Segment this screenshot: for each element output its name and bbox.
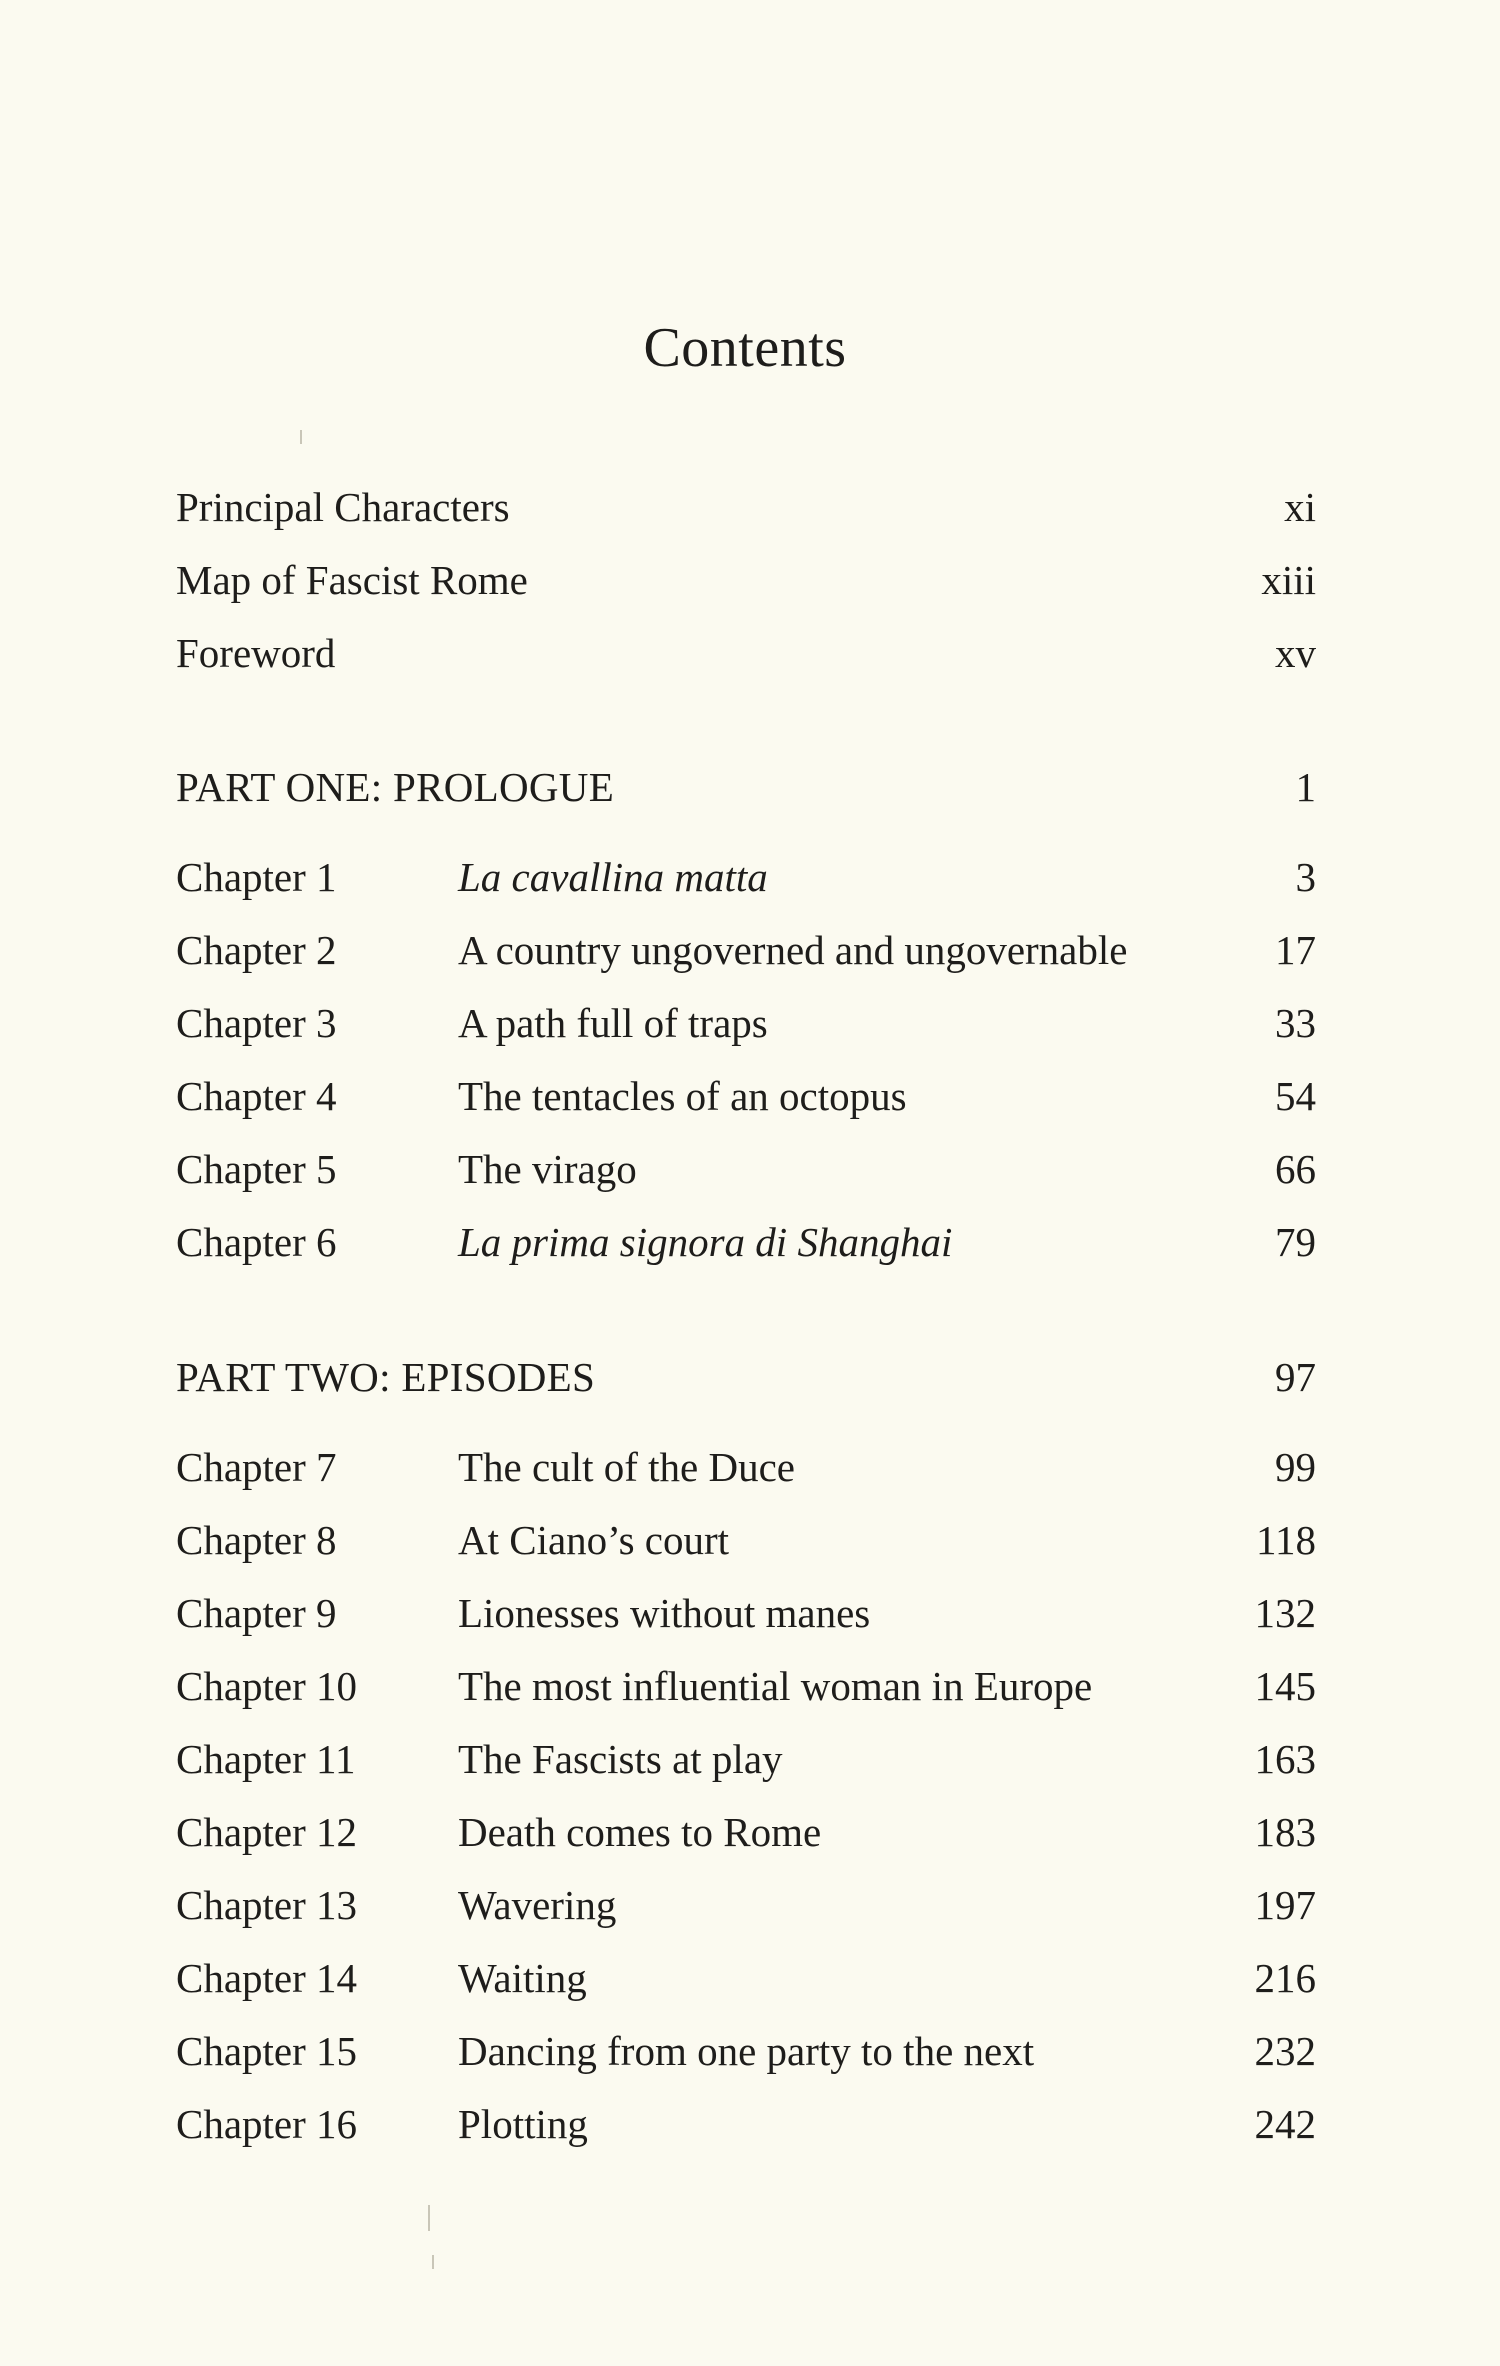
toc-chapter-11[interactable]: [176, 1729, 1316, 1789]
part-page: 97: [1275, 1354, 1316, 1400]
chapter-page: 242: [1254, 2101, 1316, 2147]
chapter-page: 54: [1275, 1073, 1316, 1119]
toc-chapter-2[interactable]: [176, 920, 1316, 980]
chapter-title: The most influential woman in Europe: [458, 1663, 1093, 1709]
chapter-page: 163: [1254, 1736, 1316, 1782]
chapter-number: Chapter 12: [176, 1809, 358, 1855]
chapter-number: Chapter 5: [176, 1146, 337, 1192]
chapter-page: 118: [1256, 1517, 1316, 1563]
chapter-page: 216: [1254, 1955, 1316, 2001]
toc-chapter-7[interactable]: [176, 1437, 1316, 1497]
chapter-number: Chapter 9: [176, 1590, 337, 1636]
toc-entry-map[interactable]: [176, 550, 1316, 610]
chapter-page: 99: [1275, 1444, 1316, 1490]
toc-chapter-15[interactable]: [176, 2021, 1316, 2081]
chapter-title: The cult of the Duce: [458, 1444, 795, 1490]
chapter-page: 33: [1275, 1000, 1316, 1046]
toc-chapter-4[interactable]: [176, 1066, 1316, 1126]
chapter-number: Chapter 2: [176, 927, 337, 973]
chapter-page: 66: [1275, 1146, 1316, 1192]
chapter-page: 183: [1254, 1809, 1316, 1855]
toc-entry-label: Principal Characters: [176, 484, 510, 530]
toc-chapter-5[interactable]: [176, 1139, 1316, 1199]
chapter-page: 197: [1254, 1882, 1316, 1928]
chapter-number: Chapter 10: [176, 1663, 358, 1709]
toc-entry-label: Map of Fascist Rome: [176, 557, 528, 603]
chapter-title: Wavering: [458, 1882, 617, 1928]
chapter-page: 79: [1275, 1219, 1316, 1265]
chapter-number: Chapter 1: [176, 854, 337, 900]
toc-part-two-heading[interactable]: [176, 1347, 1316, 1407]
chapter-number: Chapter 4: [176, 1073, 337, 1119]
chapter-page: 17: [1275, 927, 1316, 973]
toc-entry-page: xi: [1284, 484, 1316, 530]
chapter-title: Lionesses without manes: [458, 1590, 871, 1636]
paper-speck: [428, 2205, 430, 2231]
chapter-title: Death comes to Rome: [458, 1809, 822, 1855]
toc-chapter-8[interactable]: [176, 1510, 1316, 1570]
part-label: PART ONE: PROLOGUE: [176, 764, 615, 810]
chapter-number: Chapter 11: [176, 1736, 356, 1782]
toc-chapter-13[interactable]: [176, 1875, 1316, 1935]
chapter-number: Chapter 7: [176, 1444, 337, 1490]
chapter-title: Dancing from one party to the next: [458, 2028, 1035, 2074]
paper-speck: [432, 2255, 434, 2269]
toc-entry-principal-characters[interactable]: [176, 477, 1316, 537]
chapter-title: The virago: [458, 1146, 637, 1192]
toc-chapter-16[interactable]: [176, 2094, 1316, 2154]
chapter-page: 3: [1295, 854, 1316, 900]
chapter-number: Chapter 3: [176, 1000, 337, 1046]
toc-chapter-9[interactable]: [176, 1583, 1316, 1643]
chapter-title: At Ciano’s court: [458, 1517, 730, 1563]
toc-chapter-3[interactable]: [176, 993, 1316, 1053]
toc-chapter-1[interactable]: [176, 847, 1316, 907]
chapter-title: The tentacles of an octopus: [458, 1073, 907, 1119]
chapter-number: Chapter 13: [176, 1882, 358, 1928]
chapter-page: 145: [1254, 1663, 1316, 1709]
chapter-title: Waiting: [458, 1955, 587, 2001]
chapter-title: A country ungoverned and ungovernable: [458, 927, 1128, 973]
chapter-number: Chapter 14: [176, 1955, 358, 2001]
page-title: Contents: [643, 317, 847, 379]
toc-part-one-heading[interactable]: [176, 757, 1316, 817]
chapter-title: A path full of traps: [458, 1000, 768, 1046]
chapter-title: Plotting: [458, 2101, 588, 2147]
paper-speck: [300, 430, 302, 444]
toc-chapter-14[interactable]: [176, 1948, 1316, 2008]
chapter-number: Chapter 8: [176, 1517, 337, 1563]
toc-chapter-12[interactable]: [176, 1802, 1316, 1862]
toc-chapter-6[interactable]: [176, 1212, 1316, 1272]
chapter-title: La cavallina matta: [458, 854, 768, 900]
toc-chapter-10[interactable]: [176, 1656, 1316, 1716]
chapter-number: Chapter 15: [176, 2028, 358, 2074]
toc-entry-foreword[interactable]: [176, 623, 1316, 683]
part-label: PART TWO: EPISODES: [176, 1354, 596, 1400]
toc-entry-page: xiii: [1261, 557, 1316, 603]
toc-entry-label: Foreword: [176, 630, 336, 676]
chapter-title: La prima signora di Shanghai: [458, 1219, 953, 1265]
chapter-number: Chapter 16: [176, 2101, 358, 2147]
part-page: 1: [1295, 764, 1316, 810]
chapter-title: The Fascists at play: [458, 1736, 783, 1782]
chapter-page: 132: [1254, 1590, 1316, 1636]
chapter-page: 232: [1254, 2028, 1316, 2074]
toc-entry-page: xv: [1275, 630, 1316, 676]
chapter-number: Chapter 6: [176, 1219, 337, 1265]
